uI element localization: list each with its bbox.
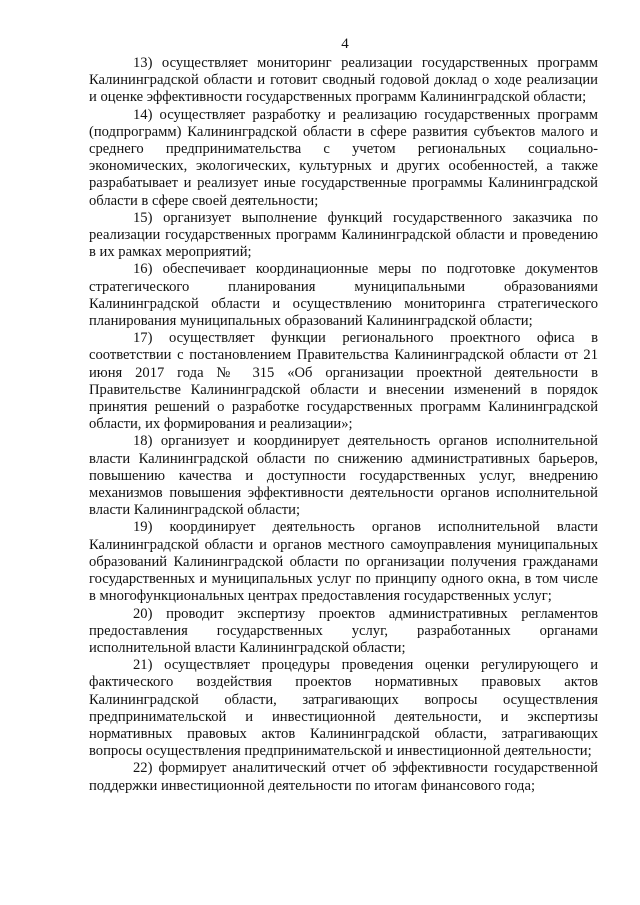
list-item-20: 20) проводит экспертизу проектов административных регламентов предоставления государственных услуг, разработанных органами исполнительной власти Калининградской области; bbox=[89, 605, 598, 656]
list-item-15: 15) организует выполнение функций государственного заказчика по реализации государственных программ Калининградской области и проведению в их рамках мероприятий; bbox=[89, 209, 598, 261]
list-item-14: 14) осуществляет разработку и реализацию государственных программ (подпрограмм) Калининградской области в сфере развития субъектов малого и среднего предпринимательства с учетом региональных социально-экономических, экологических, культурных и других особенностей, а также разрабатывает и реализует иные государственные программы Калининградской области в сфере своей деятельности; bbox=[89, 106, 598, 209]
list-item-22: 22) формирует аналитический отчет об эффективности государственной поддержки инвестиционной деятельности по итогам финансового года; bbox=[89, 760, 598, 794]
list-item-17: 17) осуществляет функции регионального проектного офиса в соответствии с постановлением Правительства Калининградской области от 21 июня 2017 года № 315 «Об организации проектной деятельности в Правительстве Калининградской области и внесении изменений в порядок принятия решений о разработке государственных программ Калининградской области, их формирования и реализации»; bbox=[89, 330, 598, 433]
list-item-18: 18) организует и координирует деятельность органов исполнительной власти Калининградской области по снижению административных барьеров, повышению качества и доступности государственных услуг, внедрению механизмов повышения эффективности деятельности органов исполнительной власти Калининградской области; bbox=[89, 433, 598, 519]
list-item-19: 19) координирует деятельность органов исполнительной власти Калининградской области и органов местного самоуправления муниципальных образований Калининградской области по организации получения гражданами государственных и муниципальных услуг по принципу одного окна, в том числе в многофункциональных центрах предоставления государственных услуг; bbox=[89, 519, 598, 605]
list-item-16: 16) обеспечивает координационные меры по подготовке документов стратегического планирования муниципальными образованиями Калининградской области и осуществлению мониторинга стратегического планирования муниципальных образований Калининградской области; bbox=[89, 261, 598, 330]
document-body bbox=[89, 55, 598, 795]
list-item-13: 13) осуществляет мониторинг реализации государственных программ Калининградской области и готовит сводный годовой доклад о ходе реализации и оценке эффективности государственных программ Калининградской области; bbox=[89, 55, 598, 106]
list-item-21: 21) осуществляет процедуры проведения оценки регулирующего и фактического воздействия проектов нормативных правовых актов Калининградской области, затрагивающих вопросы осуществления предпринимательской и инвестиционной деятельности, и экспертизы нормативных правовых актов Калининградской области, затрагивающих вопросы осуществления предпринимательской и инвестиционной деятельности; bbox=[89, 657, 598, 760]
page-number: 4 bbox=[341, 36, 349, 52]
